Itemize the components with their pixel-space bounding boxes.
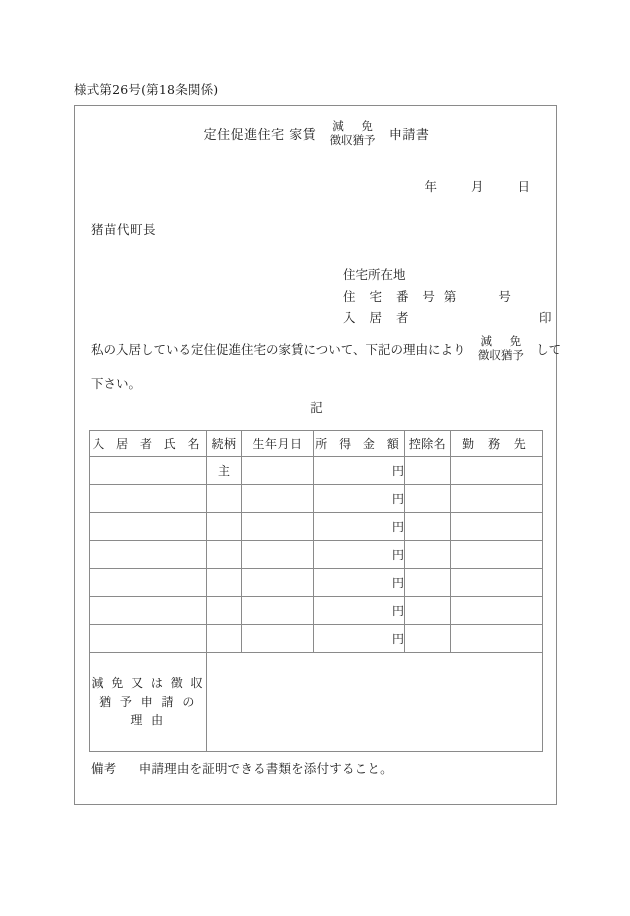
cell-resident-name[interactable]	[90, 569, 207, 597]
housing-number-prefix: 第	[443, 288, 457, 304]
body-paragraph	[91, 334, 562, 392]
cell-relation[interactable]	[207, 569, 242, 597]
housing-number-line	[343, 286, 511, 308]
cell-relation[interactable]	[207, 541, 242, 569]
applicant-address-block	[343, 264, 552, 329]
cell-resident-name[interactable]	[90, 513, 207, 541]
cell-workplace[interactable]	[451, 569, 543, 597]
table-row	[90, 485, 543, 513]
date-day-label: 日	[517, 179, 530, 194]
form-title-alternatives	[325, 120, 380, 147]
form-title	[75, 120, 558, 147]
cell-relation[interactable]	[207, 513, 242, 541]
cell-workplace[interactable]	[451, 457, 543, 485]
table-row	[90, 457, 543, 485]
body-text-lead: 私の入居している定住促進住宅の家賃について、下記の理由により	[91, 341, 466, 357]
date-month-label: 月	[471, 179, 484, 194]
cell-workplace[interactable]	[451, 541, 543, 569]
housing-number-suffix: 号	[498, 288, 511, 304]
column-header-resident-name: 入 居 者 氏 名	[90, 431, 207, 457]
cell-income[interactable]: 円	[314, 597, 405, 625]
cell-income[interactable]: 円	[314, 457, 405, 485]
seal-icon: 印	[539, 310, 552, 325]
housing-location-label: 住宅所在地	[343, 267, 406, 282]
note-label: 備考	[91, 761, 117, 776]
cell-birthdate[interactable]	[242, 457, 314, 485]
cell-resident-name[interactable]	[90, 625, 207, 653]
cell-birthdate[interactable]	[242, 541, 314, 569]
cell-birthdate[interactable]	[242, 597, 314, 625]
column-header-income: 所 得 金 額	[314, 431, 405, 457]
cell-resident-name[interactable]	[90, 541, 207, 569]
column-header-workplace: 勤 務 先	[451, 431, 543, 457]
reason-input-area[interactable]	[207, 653, 543, 752]
form-title-lead: 定住促進住宅 家賃	[203, 128, 317, 144]
column-header-relation: 続柄	[207, 431, 242, 457]
cell-deduction[interactable]	[405, 597, 451, 625]
form-frame	[74, 105, 562, 805]
form-title-option-reduction: 減 免	[332, 119, 380, 133]
table-row	[90, 597, 543, 625]
addressee: 猪苗代町長	[91, 222, 157, 237]
note-line	[91, 759, 393, 777]
cell-income[interactable]: 円	[314, 625, 405, 653]
reason-label-line-2: 猶 予 申 請 の 理 由	[99, 694, 197, 728]
cell-resident-name[interactable]	[90, 485, 207, 513]
cell-workplace[interactable]	[451, 485, 543, 513]
cell-deduction[interactable]	[405, 457, 451, 485]
cell-resident-name[interactable]	[90, 597, 207, 625]
cell-relation[interactable]	[207, 625, 242, 653]
cell-birthdate[interactable]	[242, 569, 314, 597]
resident-name-line	[343, 307, 552, 329]
housing-number-label: 住 宅 番 号	[343, 288, 440, 304]
reason-row	[90, 653, 543, 752]
body-option-alternatives	[474, 335, 529, 362]
form-title-tail: 申請書	[388, 128, 430, 144]
body-text-tail: して	[536, 341, 562, 357]
cell-resident-name[interactable]	[90, 457, 207, 485]
column-header-deduction: 控除名	[405, 431, 451, 457]
cell-workplace[interactable]	[451, 513, 543, 541]
table-row	[90, 625, 543, 653]
cell-birthdate[interactable]	[242, 485, 314, 513]
cell-workplace[interactable]	[451, 625, 543, 653]
cell-workplace[interactable]	[451, 597, 543, 625]
resident-name-label: 入 居 者	[343, 310, 414, 325]
table-row	[90, 569, 543, 597]
table-row	[90, 541, 543, 569]
cell-deduction[interactable]	[405, 569, 451, 597]
cell-income[interactable]: 円	[314, 485, 405, 513]
reason-label-line-1: 減 免 又 は 徴 収	[91, 676, 205, 691]
cell-deduction[interactable]	[405, 625, 451, 653]
ki-marker: 記	[310, 400, 323, 415]
table-body	[90, 457, 543, 752]
note-text: 申請理由を証明できる書類を添付すること。	[138, 761, 393, 776]
column-header-birthdate: 生年月日	[242, 431, 314, 457]
cell-income[interactable]: 円	[314, 569, 405, 597]
body-paragraph-line-2: 下さい。	[91, 376, 142, 392]
form-title-option-deferral: 徴収猶予	[329, 132, 376, 147]
cell-birthdate[interactable]	[242, 513, 314, 541]
cell-relation[interactable]	[207, 597, 242, 625]
cell-income[interactable]: 円	[314, 541, 405, 569]
body-option-reduction: 減 免	[480, 334, 529, 348]
form-number: 様式第26号(第18条関係)	[74, 82, 219, 97]
cell-birthdate[interactable]	[242, 625, 314, 653]
cell-deduction[interactable]	[405, 485, 451, 513]
cell-deduction[interactable]	[405, 513, 451, 541]
date-line	[425, 177, 530, 195]
cell-relation[interactable]	[207, 485, 242, 513]
body-paragraph-line-1	[91, 334, 562, 362]
body-option-deferral: 徴収猶予	[477, 347, 524, 362]
cell-deduction[interactable]	[405, 541, 451, 569]
cell-income[interactable]: 円	[314, 513, 405, 541]
table-header-row	[90, 431, 543, 457]
reason-label	[90, 653, 207, 752]
residents-table	[89, 430, 543, 752]
date-year-label: 年	[424, 179, 438, 194]
cell-relation[interactable]: 主	[207, 457, 242, 485]
table-row	[90, 513, 543, 541]
housing-location-line	[343, 264, 511, 286]
